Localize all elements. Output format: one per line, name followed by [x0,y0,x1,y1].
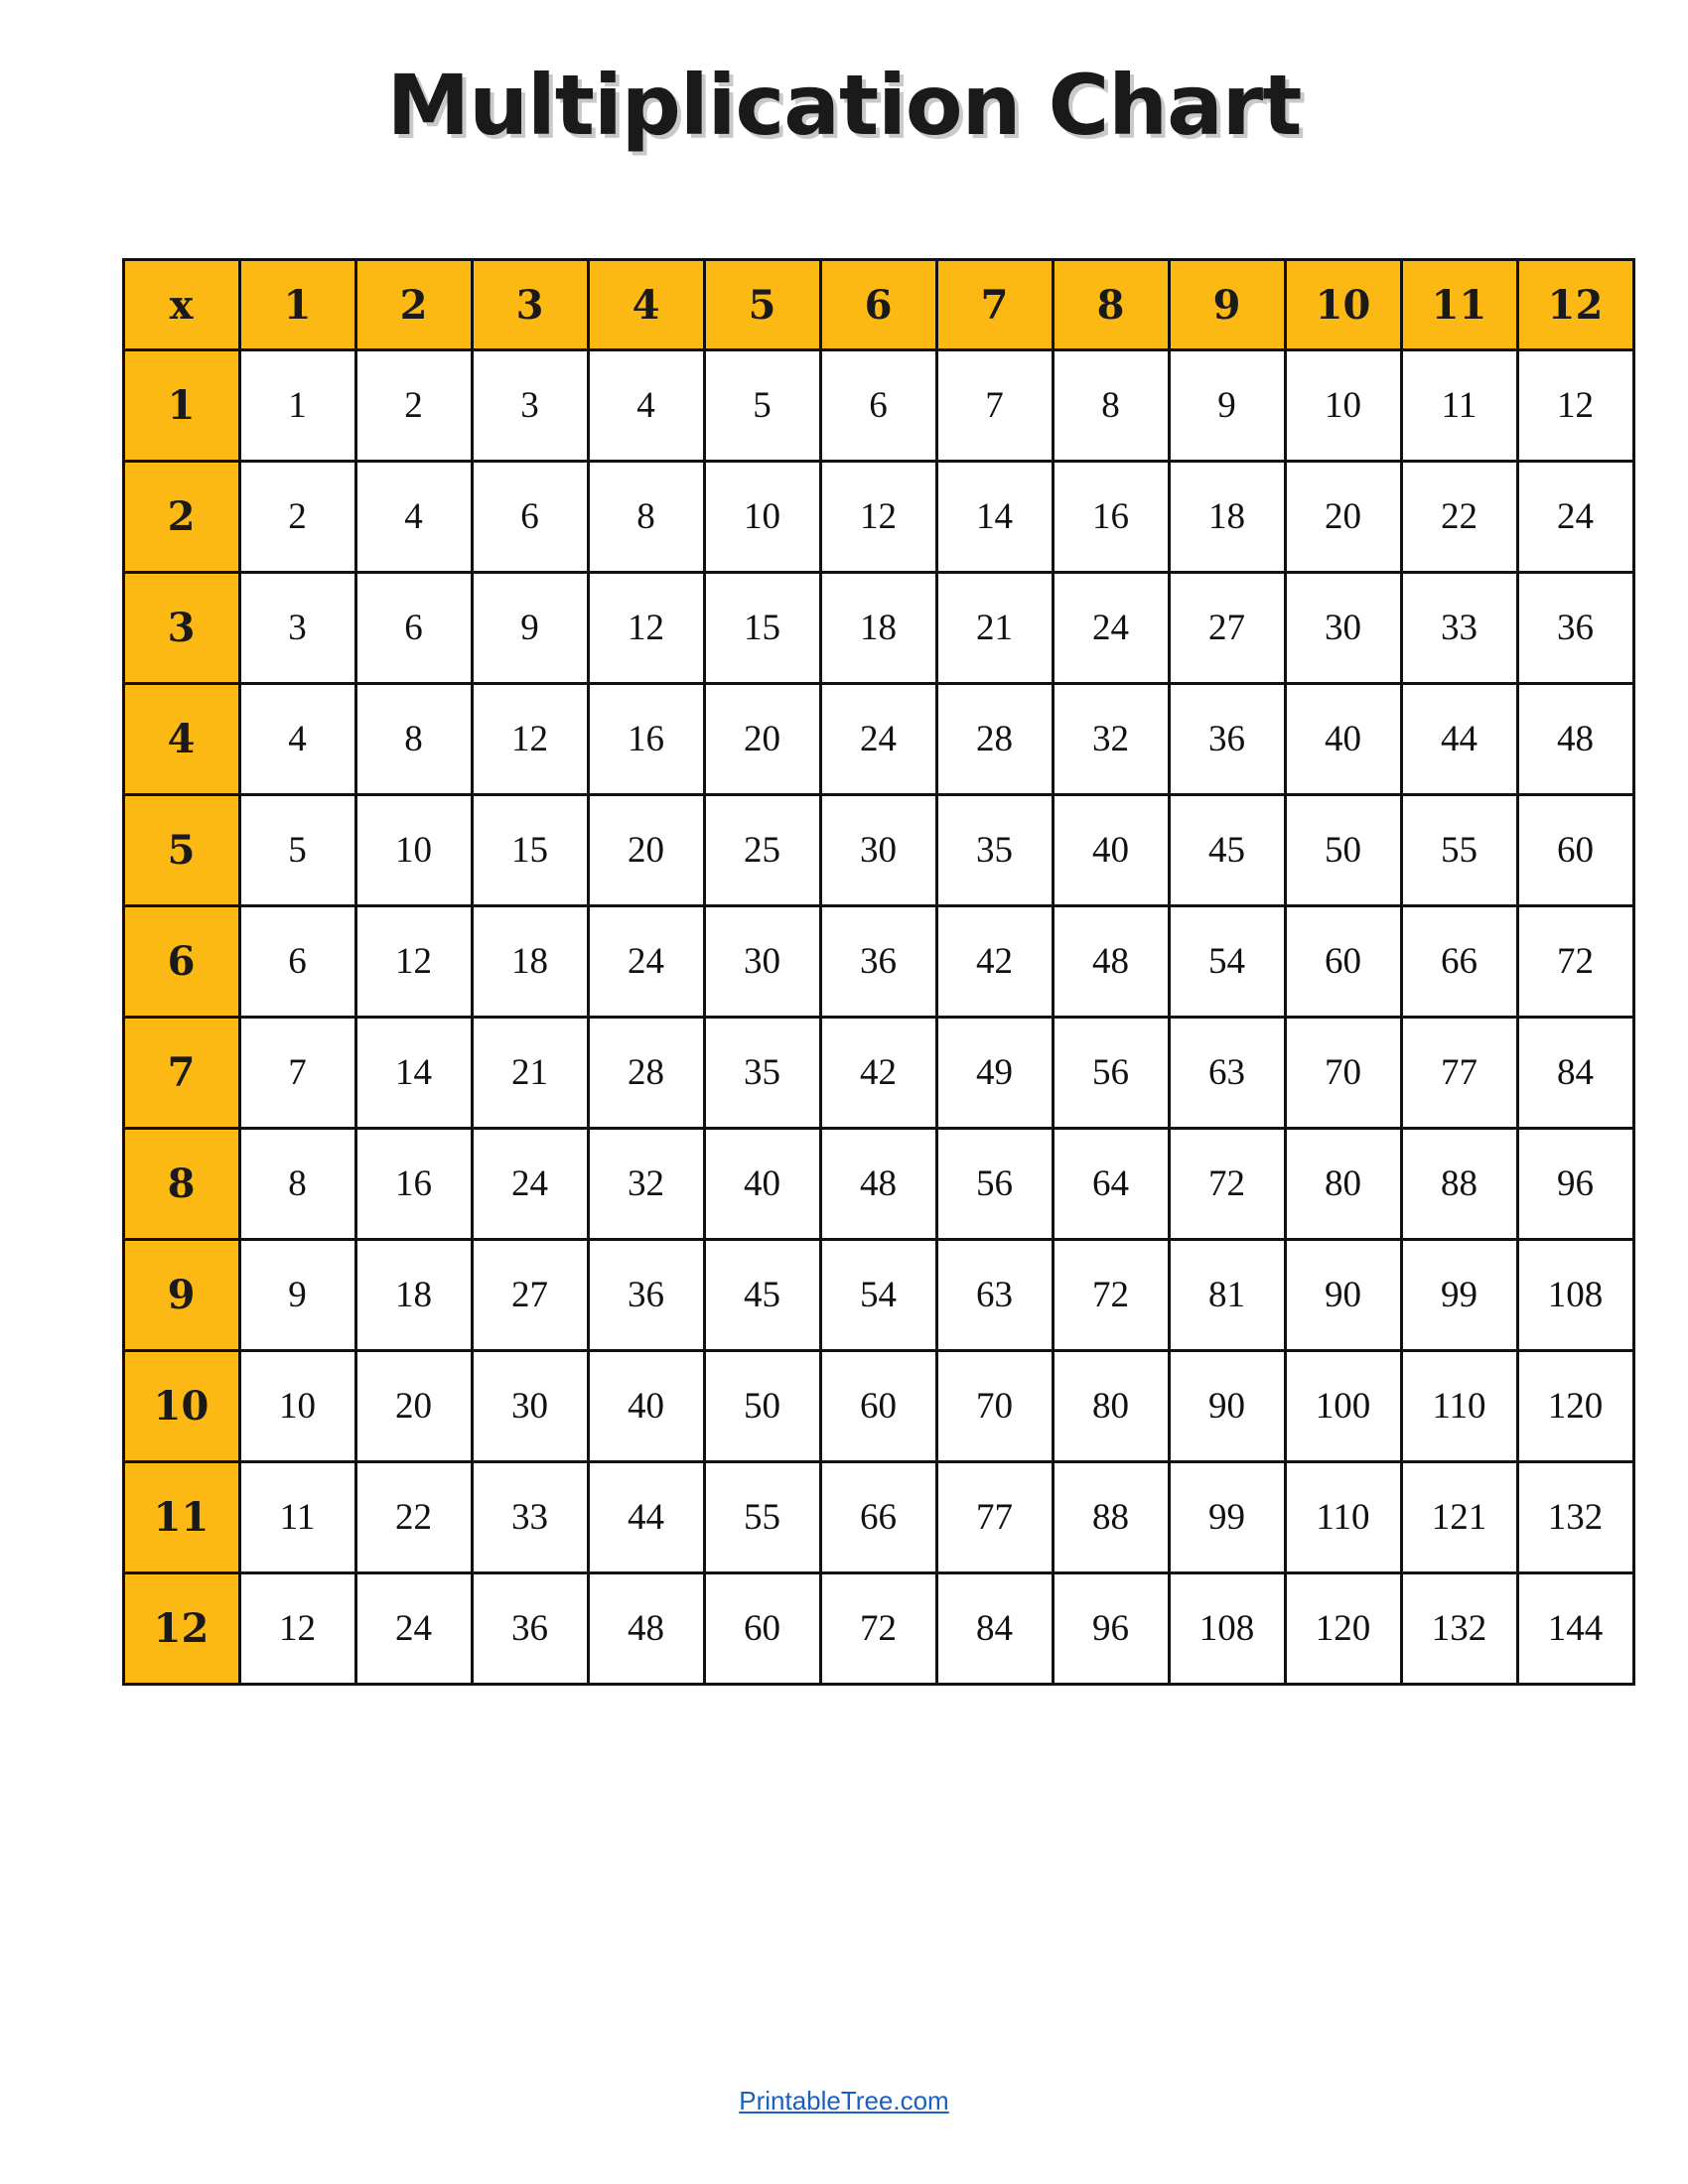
table-cell: 6 [472,462,588,573]
table-row-header: 5 [123,795,239,906]
table-cell: 49 [936,1018,1053,1129]
table-row [123,1573,1633,1685]
table-cell: 121 [1401,1462,1517,1573]
table-cell: 40 [1285,684,1401,795]
table-cell: 35 [704,1018,820,1129]
table-cell: 11 [1401,350,1517,462]
table-cell: 55 [704,1462,820,1573]
table-row-header: 12 [123,1573,239,1685]
table-cell: 63 [936,1240,1053,1351]
table-cell: 18 [1169,462,1285,573]
table-cell: 60 [704,1573,820,1685]
table-cell: 60 [1517,795,1633,906]
table-cell: 56 [936,1129,1053,1240]
table-row-header: 8 [123,1129,239,1240]
table-cell: 80 [1285,1129,1401,1240]
table-column-header: 2 [355,260,472,350]
table-column-header: 8 [1053,260,1169,350]
table-cell: 88 [1053,1462,1169,1573]
table-cell: 110 [1401,1351,1517,1462]
table-cell: 32 [1053,684,1169,795]
multiplication-table-container [122,258,1604,1686]
table-cell: 55 [1401,795,1517,906]
table-cell: 10 [704,462,820,573]
table-cell: 16 [1053,462,1169,573]
table-column-header: 7 [936,260,1053,350]
table-cell: 48 [588,1573,704,1685]
table-column-header: 3 [472,260,588,350]
table-row [123,1351,1633,1462]
table-column-header: 11 [1401,260,1517,350]
table-cell: 27 [472,1240,588,1351]
table-cell: 18 [820,573,936,684]
table-cell: 42 [820,1018,936,1129]
table-cell: 44 [1401,684,1517,795]
table-cell: 14 [936,462,1053,573]
table-cell: 56 [1053,1018,1169,1129]
multiplication-table-body [123,260,1633,1685]
table-cell: 100 [1285,1351,1401,1462]
table-cell: 18 [472,906,588,1018]
table-cell: 84 [936,1573,1053,1685]
table-cell: 22 [355,1462,472,1573]
table-cell: 72 [1517,906,1633,1018]
table-cell: 60 [1285,906,1401,1018]
table-row [123,906,1633,1018]
table-cell: 30 [820,795,936,906]
table-cell: 42 [936,906,1053,1018]
table-cell: 36 [1517,573,1633,684]
table-cell: 66 [820,1462,936,1573]
table-cell: 132 [1401,1573,1517,1685]
table-cell: 4 [355,462,472,573]
table-cell: 14 [355,1018,472,1129]
table-cell: 22 [1401,462,1517,573]
table-cell: 2 [239,462,355,573]
table-row [123,1018,1633,1129]
table-row-header: 3 [123,573,239,684]
page-title: Multiplication Chart [386,57,1302,154]
table-row-header: 2 [123,462,239,573]
table-row [123,350,1633,462]
table-cell: 35 [936,795,1053,906]
table-cell: 144 [1517,1573,1633,1685]
table-column-header: 5 [704,260,820,350]
table-cell: 44 [588,1462,704,1573]
table-cell: 48 [1517,684,1633,795]
table-row-header: 6 [123,906,239,1018]
table-row [123,684,1633,795]
table-row [123,795,1633,906]
table-cell: 64 [1053,1129,1169,1240]
table-column-header: 6 [820,260,936,350]
table-cell: 6 [355,573,472,684]
table-cell: 10 [239,1351,355,1462]
table-cell: 54 [820,1240,936,1351]
table-row-header: 11 [123,1462,239,1573]
table-cell: 28 [588,1018,704,1129]
table-cell: 60 [820,1351,936,1462]
table-cell: 15 [472,795,588,906]
table-cell: 33 [1401,573,1517,684]
table-cell: 90 [1285,1240,1401,1351]
footer-link[interactable]: PrintableTree.com [739,2086,949,2116]
table-cell: 8 [1053,350,1169,462]
table-cell: 10 [355,795,472,906]
table-cell: 20 [1285,462,1401,573]
table-cell: 32 [588,1129,704,1240]
table-cell: 72 [1169,1129,1285,1240]
table-cell: 45 [1169,795,1285,906]
table-cell: 15 [704,573,820,684]
table-cell: 16 [588,684,704,795]
table-cell: 108 [1169,1573,1285,1685]
table-row [123,1240,1633,1351]
table-cell: 50 [704,1351,820,1462]
table-cell: 7 [239,1018,355,1129]
table-row-header: 1 [123,350,239,462]
table-cell: 5 [704,350,820,462]
table-cell: 11 [239,1462,355,1573]
table-cell: 9 [239,1240,355,1351]
table-cell: 54 [1169,906,1285,1018]
table-cell: 12 [820,462,936,573]
table-cell: 90 [1169,1351,1285,1462]
table-cell: 77 [1401,1018,1517,1129]
table-cell: 8 [239,1129,355,1240]
table-cell: 24 [588,906,704,1018]
table-corner-cell: x [123,260,239,350]
table-cell: 50 [1285,795,1401,906]
table-cell: 8 [355,684,472,795]
table-cell: 36 [1169,684,1285,795]
table-cell: 110 [1285,1462,1401,1573]
table-header-row [123,260,1633,350]
table-cell: 4 [588,350,704,462]
table-cell: 120 [1517,1351,1633,1462]
table-cell: 20 [355,1351,472,1462]
table-cell: 9 [1169,350,1285,462]
table-cell: 12 [1517,350,1633,462]
table-cell: 40 [588,1351,704,1462]
table-cell: 21 [472,1018,588,1129]
table-cell: 7 [936,350,1053,462]
table-cell: 36 [820,906,936,1018]
table-cell: 40 [1053,795,1169,906]
table-cell: 24 [355,1573,472,1685]
table-cell: 5 [239,795,355,906]
table-cell: 88 [1401,1129,1517,1240]
table-cell: 33 [472,1462,588,1573]
table-cell: 120 [1285,1573,1401,1685]
table-cell: 4 [239,684,355,795]
table-cell: 3 [239,573,355,684]
table-row [123,1462,1633,1573]
table-cell: 36 [588,1240,704,1351]
table-row [123,573,1633,684]
table-row [123,1129,1633,1240]
table-cell: 48 [820,1129,936,1240]
table-column-header: 10 [1285,260,1401,350]
table-row-header: 7 [123,1018,239,1129]
table-cell: 36 [472,1573,588,1685]
table-cell: 18 [355,1240,472,1351]
table-cell: 96 [1053,1573,1169,1685]
table-row-header: 9 [123,1240,239,1351]
table-cell: 3 [472,350,588,462]
table-cell: 48 [1053,906,1169,1018]
table-cell: 63 [1169,1018,1285,1129]
table-cell: 12 [239,1573,355,1685]
table-cell: 1 [239,350,355,462]
table-cell: 99 [1401,1240,1517,1351]
table-column-header: 12 [1517,260,1633,350]
table-row [123,462,1633,573]
table-cell: 21 [936,573,1053,684]
table-cell: 8 [588,462,704,573]
table-cell: 30 [472,1351,588,1462]
table-cell: 20 [704,684,820,795]
table-cell: 96 [1517,1129,1633,1240]
table-cell: 66 [1401,906,1517,1018]
table-cell: 132 [1517,1462,1633,1573]
table-cell: 9 [472,573,588,684]
table-column-header: 1 [239,260,355,350]
table-cell: 81 [1169,1240,1285,1351]
table-cell: 99 [1169,1462,1285,1573]
table-cell: 25 [704,795,820,906]
table-cell: 24 [1517,462,1633,573]
table-cell: 20 [588,795,704,906]
table-column-header: 9 [1169,260,1285,350]
table-cell: 70 [1285,1018,1401,1129]
table-cell: 84 [1517,1018,1633,1129]
table-cell: 6 [239,906,355,1018]
table-cell: 72 [820,1573,936,1685]
multiplication-table [122,258,1635,1686]
table-cell: 12 [588,573,704,684]
table-cell: 108 [1517,1240,1633,1351]
table-cell: 6 [820,350,936,462]
table-cell: 28 [936,684,1053,795]
table-cell: 40 [704,1129,820,1240]
table-cell: 70 [936,1351,1053,1462]
table-cell: 10 [1285,350,1401,462]
footer [0,2086,1688,2116]
table-cell: 72 [1053,1240,1169,1351]
table-cell: 12 [355,906,472,1018]
table-cell: 77 [936,1462,1053,1573]
table-cell: 2 [355,350,472,462]
table-row-header: 10 [123,1351,239,1462]
table-cell: 45 [704,1240,820,1351]
table-cell: 30 [1285,573,1401,684]
table-cell: 80 [1053,1351,1169,1462]
table-cell: 24 [1053,573,1169,684]
table-cell: 24 [472,1129,588,1240]
table-cell: 16 [355,1129,472,1240]
table-row-header: 4 [123,684,239,795]
table-cell: 24 [820,684,936,795]
table-column-header: 4 [588,260,704,350]
table-cell: 12 [472,684,588,795]
table-cell: 27 [1169,573,1285,684]
table-cell: 30 [704,906,820,1018]
